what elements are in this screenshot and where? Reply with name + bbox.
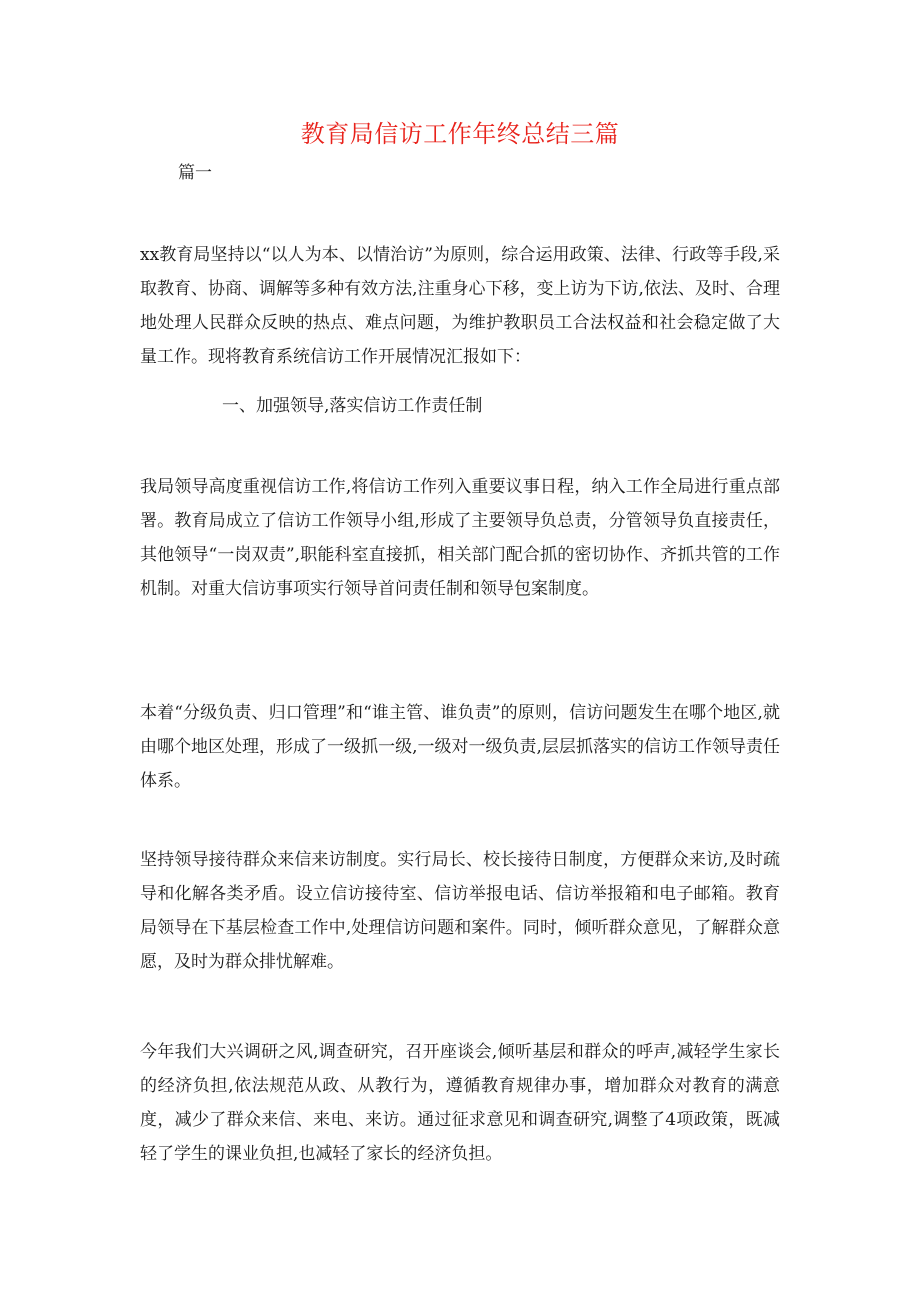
document-title: 教育局信访工作年终总结三篇 (300, 120, 620, 148)
paragraph-1: 我局领导高度重视信访工作,将信访工作列入重要议事日程，纳入工作全局进行重点部署。教育局成立了信访工作领导小组,形成了主要领导负总责，分管领导负直接责任，其他领导“一岗双责”,职能科室直接抓，相关部门配合抓的密切协作、齐抓共管的工作机制。对重大信访事项实行领导首问责任制和领导包案制度。 (140, 477, 780, 599)
paragraph-4: 今年我们大兴调研之风,调查研究，召开座谈会,倾听基层和群众的呼声,减轻学生家长的经济负担,依法规范从政、从教行为，遵循教育规律办事，增加群众对教育的满意度，减少了群众来信、来电、来访。通过征求意见和调查研究,调整了4项政策，既减轻了学生的课业负担,也减轻了家长的经济负担。 (140, 1042, 780, 1164)
subheading-1: 一、加强领导,落实信访工作责任制 (222, 396, 483, 416)
section-label: 篇一 (178, 163, 212, 183)
paragraph-3: 坚持领导接待群众来信来访制度。实行局长、校长接待日制度，方便群众来访,及时疏导和化解各类矛盾。设立信访接待室、信访举报电话、信访举报箱和电子邮箱。教育局领导在下基层检查工作中,处理信访问题和案件。同时，倾听群众意见，了解群众意愿，及时为群众排忧解难。 (140, 850, 780, 972)
intro-paragraph: xx教育局坚持以“以人为本、以情治访”为原则，综合运用政策、法律、行政等手段,采取教育、协商、调解等多种有效方法,注重身心下移，变上访为下访,依法、及时、合理地处理人民群众反映的热点、难点问题，为维护教职员工合法权益和社会稳定做了大量工作。现将教育系统信访工作开展情况汇报如下： (140, 245, 780, 367)
paragraph-2: 本着“分级负责、归口管理”和“谁主管、谁负责”的原则，信访问题发生在哪个地区,就由哪个地区处理，形成了一级抓一级,一级对一级负责,层层抓落实的信访工作领导责任体系。 (140, 703, 780, 791)
